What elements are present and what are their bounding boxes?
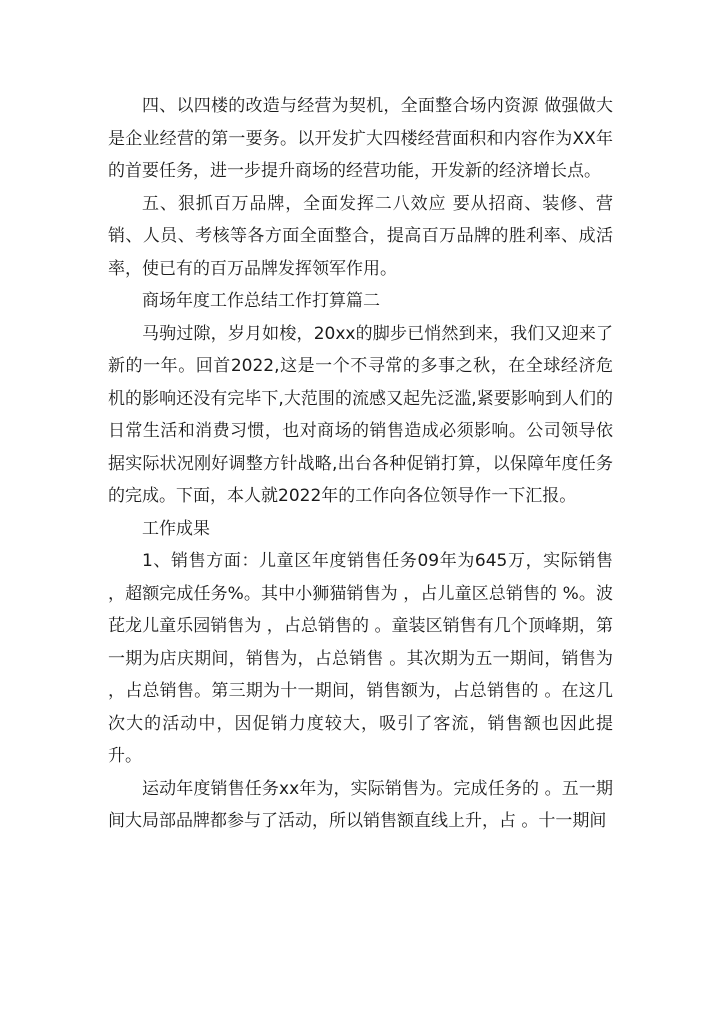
paragraph-intro: 马驹过隙，岁月如梭，20xx的脚步已悄然到来，我们又迎来了新的一年。回首2022,这是一个不寻常的多事之秋，在全球经济危机的影响还没有完毕下,大范围的流感又起先泛滥,紧要影响到人们的日常生活和消费习惯，也对商场的销售造成必须影响。公司领导依据实际状况刚好调整方针战略,出台各种促销打算，以保障年度任务的完成。下面，本人就2022年的工作向各位领导作一下汇报。 [108,323,613,506]
section-heading-results: 工作成果 [142,518,210,539]
paragraph-sales: 1、销售方面：儿童区年度销售任务09年为645万，实际销售 ，超额完成任务%。其中小狮猫销售为 ，占儿童区总销售的 %。波芘龙儿童乐园销售为 ，占总销售的 。童装区销售有几个顶峰期，第一期为店庆期间，销售为，占总销售 。其次期为五一期间，销售为 ，占总销售。第三期为十一期间，销售额为，占总销售的 。在这几次大的活动中，因促销力度较大，吸引了客流，销售额也因此提升。 [108,551,613,766]
article-title: 商场年度工作总结工作打算篇二 [142,291,380,311]
paragraph-sports-sales: 运动年度销售任务xx年为，实际销售为。完成任务的 。五一期间大局部品牌都参与了活动，所以销售额直线上升，占 。十一期间 [108,778,613,831]
document-body [108,90,613,838]
paragraph-section-four: 四、以四楼的改造与经营为契机，全面整合场内资源 做强做大是企业经营的第一要务。以开发扩大四楼经营面积和内容作为XX年的首要任务，进一步提升商场的经营功能，开发新的经济增长点。 [108,96,613,181]
paragraph-section-five: 五、狠抓百万品牌，全面发挥二八效应 要从招商、装修、营销、人员、考核等各方面全面整合，提高百万品牌的胜利率、成活率，使已有的百万品牌发挥领军作用。 [108,193,613,279]
